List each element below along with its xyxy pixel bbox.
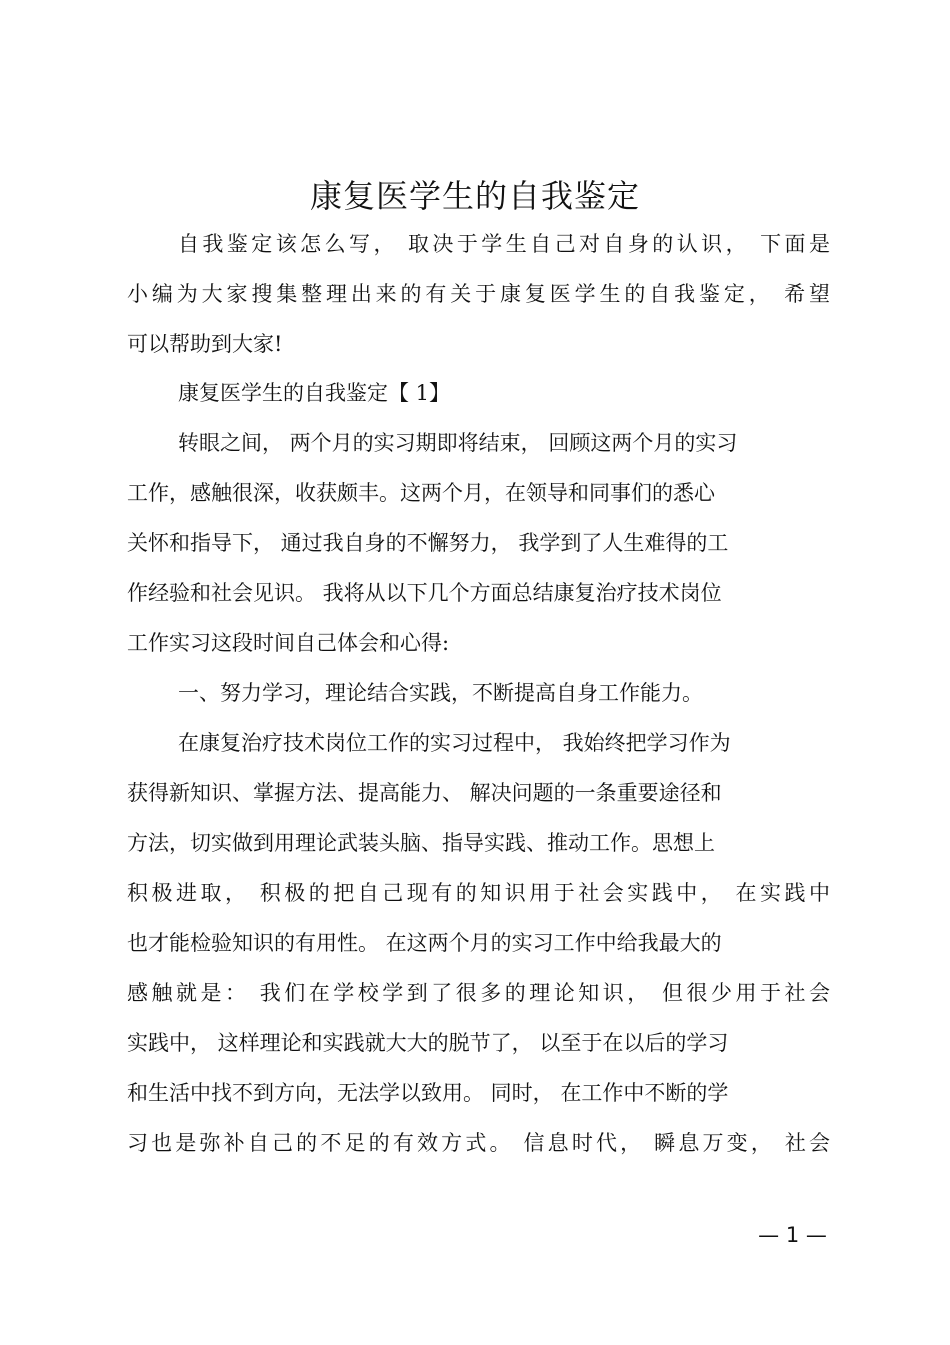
section-heading: 一、努力学习，理论结合实践，不断提高自身工作能力。 bbox=[178, 681, 703, 705]
paragraph-line: 小编为大家搜集整理出来的有关于康复医学生的自我鉴定， 希望 bbox=[127, 282, 830, 306]
paragraph-line: 获得新知识、掌握方法、提高能力、 解决问题的一条重要途径和 bbox=[127, 781, 722, 805]
paragraph-line: 关怀和指导下， 通过我自身的不懈努力， 我学到了人生难得的工 bbox=[127, 531, 729, 555]
paragraph-line: 自我鉴定该怎么写， 取决于学生自己对自身的认识， 下面是 bbox=[178, 232, 830, 256]
paragraph-line: 可以帮助到大家! bbox=[127, 332, 283, 356]
paragraph-line: 习也是弥补自己的不足的有效方式。 信息时代， 瞬息万变， 社会 bbox=[127, 1131, 830, 1155]
paragraph-line: 和生活中找不到方向，无法学以致用。 同时， 在工作中不断的学 bbox=[127, 1081, 729, 1105]
section-heading: 康复医学生的自我鉴定【 1】 bbox=[178, 381, 451, 405]
paragraph-line: 工作，感触很深，收获颇丰。这两个月，在领导和同事们的悉心 bbox=[127, 481, 715, 505]
paragraph-line: 工作实习这段时间自己体会和心得: bbox=[127, 631, 450, 655]
paragraph-line: 转眼之间， 两个月的实习期即将结束， 回顾这两个月的实习 bbox=[178, 431, 738, 455]
page-number: — 1 — bbox=[758, 1223, 827, 1247]
paragraph-line: 在康复治疗技术岗位工作的实习过程中， 我始终把学习作为 bbox=[178, 731, 731, 755]
document-title: 康复医学生的自我鉴定 bbox=[309, 177, 640, 215]
paragraph-line: 作经验和社会见识。 我将从以下几个方面总结康复治疗技术岗位 bbox=[127, 581, 722, 605]
paragraph-line: 也才能检验知识的有用性。 在这两个月的实习工作中给我最大的 bbox=[127, 931, 722, 955]
paragraph-line: 实践中， 这样理论和实践就大大的脱节了， 以至于在以后的学习 bbox=[127, 1031, 729, 1055]
paragraph-line: 感触就是： 我们在学校学到了很多的理论知识， 但很少用于社会 bbox=[127, 981, 830, 1005]
paragraph-line: 方法，切实做到用理论武装头脑、指导实践、推动工作。思想上 bbox=[127, 831, 715, 855]
paragraph-line: 积极进取， 积极的把自己现有的知识用于社会实践中， 在实践中 bbox=[127, 881, 830, 905]
